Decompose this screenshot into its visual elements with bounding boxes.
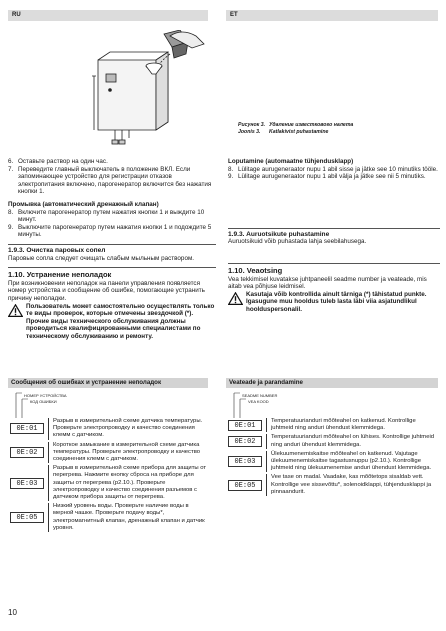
error-code: 0E:03: [10, 478, 44, 489]
figure-number-ru: Рисунок 3.: [238, 122, 266, 128]
step-text: Выключите парогенератор путем нажатия кнопки 1 и подождите 5 минуты.: [18, 223, 212, 239]
language-tab-et: [226, 10, 438, 21]
section-heading: 1.9.3. Auruotsikute puhastamine: [228, 228, 440, 239]
section-heading: 1.10. Устранение неполадок: [8, 267, 216, 279]
section-text: Паровые сопла следует очищать слабым мыльным раствором.: [8, 254, 195, 262]
section-heading: 1.9.3. Очистка паровых сопел: [8, 244, 216, 255]
section-heading: 1.10. Veaotsing: [228, 263, 440, 275]
language-tab-ru: [8, 10, 208, 21]
step-number: 7.: [8, 165, 14, 173]
step-text: Оставьте раствор на один час.: [18, 158, 108, 165]
step-number: 8.: [228, 165, 234, 173]
page-number: 10: [8, 608, 17, 617]
estonian-column: [228, 158, 440, 314]
figure-caption-et: Katlakivist puhastamine: [269, 129, 329, 135]
error-code-label: КОД ОШИБКИ: [30, 399, 57, 404]
descaling-illustration: [70, 30, 210, 155]
step-item: [8, 209, 216, 224]
device-number-label: НОМЕР УСТРОЙСТВА: [24, 393, 67, 398]
table-header: [8, 388, 208, 418]
step-text: Lülitage aurugeneraator nupu 1 abil sisse ja jätke see 10 minutiks tööle.: [238, 165, 438, 173]
error-code: 0E:01: [10, 423, 44, 434]
warning-text: Пользователь может самостоятельно осуществлять только те виды проверок, которые отмечены звездочкой (*). Прочие виды технического обслуживания должны проводиться квалифицированными специалистами по техническому обслуживанию и ремонту.: [26, 302, 215, 340]
step-item: [8, 166, 216, 196]
step-number: 6.: [8, 158, 14, 165]
language-label: RU: [12, 12, 21, 18]
error-description: Ülekuumenemiskaitse mõõteahel on katkenud. Vajutage ülekuumenemiskaitse tagastusnuppu (р2.10.). Kontrollige juhtmeid ning ülekuumenemise anduri ühendust klemmidega.: [266, 451, 438, 473]
error-code-label: VEA KOOD: [248, 399, 269, 404]
step-text: Lülitage aurugeneraator nupu 1 abil välja ja jätke see nii 5 minutiks.: [238, 173, 426, 181]
error-description: Короткое замыкание в измерительной схеме датчика температуры. Проверьте электропроводку и качество соединения клемм с датчиком.: [48, 442, 208, 464]
table-title-text: Veateade ja parandamine: [229, 379, 303, 386]
drain-heading: Промывка (автоматический дренажный клапан): [8, 200, 159, 208]
step-item: [8, 158, 216, 166]
step-item: [228, 166, 440, 174]
drain-heading: Loputamine (automaatne tühjendusklapp): [228, 158, 354, 165]
error-table-ru: [8, 388, 208, 534]
table-row: [8, 442, 208, 464]
step-number: 8.: [8, 208, 14, 216]
table-row: [226, 418, 438, 432]
error-code: 0E:02: [228, 436, 262, 447]
warning-icon: [8, 303, 26, 341]
device-number-label: SEADME NUMBER: [242, 393, 278, 398]
error-table-title-ru: [8, 378, 208, 388]
error-table-et: [226, 388, 438, 498]
error-code: 0E:05: [228, 480, 262, 491]
table-row: [226, 451, 438, 473]
figure-caption: [238, 122, 353, 136]
table-row: [226, 474, 438, 496]
step-item: [8, 224, 216, 239]
error-code: 0E:01: [228, 420, 262, 431]
table-title-text: Сообщения об ошибках и устранение неполадок: [11, 379, 162, 386]
section-text: Vea tekkimisel kuvatakse juhtpaneelil seadme number ja veateade, mis aitab vea põhjuse leidmisel.: [228, 275, 427, 291]
error-code: 0E:03: [228, 456, 262, 467]
warning-note: [228, 291, 440, 314]
error-description: Разрыв в измерительной схеме датчика температуры. Проверьте электропроводку и качество соединения клемм с датчиком.: [48, 418, 208, 440]
section-text: При возникновении неполадок на панели управления появляется номер устройства и сообщение об ошибке, помогающие устранить причину неполадки.: [8, 279, 205, 302]
section-text: Auruotsikuid võib puhastada lahja seebilahusega.: [228, 238, 367, 246]
error-description: Vee tase on madal. Vaadake, kas mõõtetops sisaldab vett. Kontrollige vee sissevõttu*, solenoidklappi, tühjendusklappi ja pinnaandurit.: [266, 474, 438, 496]
table-row: [8, 503, 208, 532]
warning-icon: [228, 291, 246, 314]
russian-column: [8, 158, 216, 340]
table-header: [226, 388, 438, 418]
step-text: Переведите главный выключатель в положение ВКЛ. Если запоминающее устройство для регистрации отказов электропитания включено, парогенератор включится без нажатия кнопки 1.: [18, 165, 212, 196]
table-row: [8, 465, 208, 501]
table-row: [8, 418, 208, 440]
step-text: Включите парогенератор путем нажатия кнопки 1 и выждите 10 минут.: [18, 208, 205, 224]
table-row: [226, 434, 438, 448]
error-description: Разрыв в измерительной схеме прибора для защиты от перегрева. Нажмите кнопку сброса на приборе для защиты от перегрева (р2.10.). Проверьте электропроводку и качество соединения разъемов с датчиком прибора защиты от перегрева.: [48, 465, 208, 501]
error-description: Temperatuurianduri mõõteahel on lühises. Kontrollige juhtmeid ning anduri ühendust klemmidega.: [266, 434, 438, 448]
error-code: 0E:05: [10, 512, 44, 523]
error-code: 0E:02: [10, 447, 44, 458]
error-table-title-et: [226, 378, 438, 388]
warning-text: Kasutaja võib kontrollida ainult tärniga (*) tähistatud punkte. Igasugune muu hooldus tuleb lasta läbi viia asjatundlikul hoolduspersonalil.: [246, 290, 427, 313]
step-number: 9.: [8, 223, 14, 231]
step-item: [228, 173, 440, 181]
figure-number-et: Joonis 3.: [238, 129, 261, 135]
warning-note: [8, 303, 216, 341]
figure-caption-ru: Удаление известкового налета: [269, 122, 354, 128]
error-description: Низкий уровень воды. Проверьте наличие воды в мерной чашке. Проверьте подачу воды*, электромагнитный клапан, дренажный клапан и датчик уровня.: [48, 503, 208, 532]
error-description: Temperatuurianduri mõõteahel on katkenud. Kontrollige juhtmeid ning anduri ühendust klemmidega.: [266, 418, 438, 432]
step-number: 9.: [228, 173, 234, 181]
language-label: ET: [230, 12, 238, 18]
